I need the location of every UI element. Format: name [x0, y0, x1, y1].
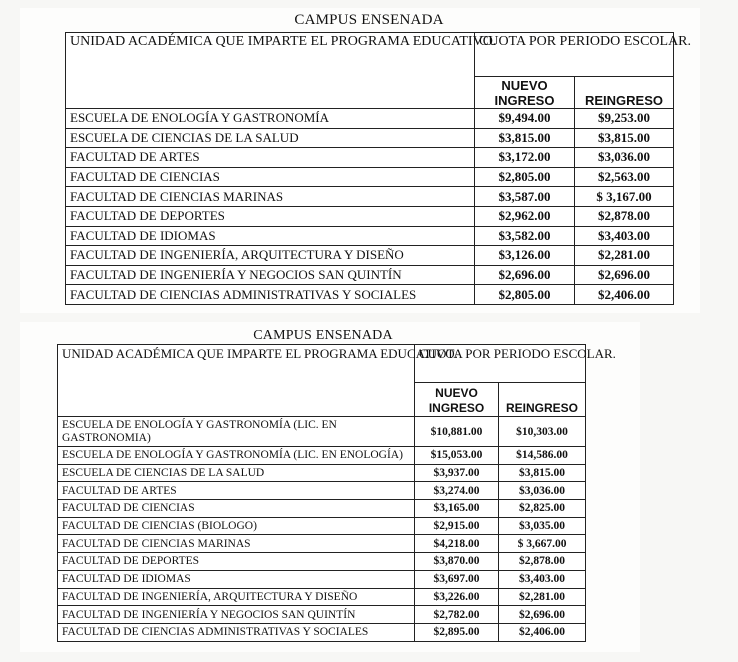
table-row — [66, 187, 674, 207]
table-row — [58, 464, 586, 482]
fee-period-header: CUOTA POR PERIODO ESCOLAR. — [415, 345, 586, 383]
academic-unit-name: FACULTAD DE DEPORTES — [58, 553, 415, 571]
new-enrollment-fee: $9,494.00 — [475, 109, 575, 129]
academic-unit-name: ESCUELA DE ENOLOGÍA Y GASTRONOMÍA (LIC. EN GASTRONOMIA) — [58, 417, 415, 447]
new-enrollment-fee: $3,870.00 — [415, 553, 499, 571]
table-row — [66, 109, 674, 129]
academic-unit-name: FACULTAD DE INGENIERÍA, ARQUITECTURA Y DISEÑO — [58, 588, 415, 606]
table-row — [58, 570, 586, 588]
table-row — [58, 588, 586, 606]
new-enrollment-fee: $3,126.00 — [475, 246, 575, 266]
reenrollment-fee: $2,878.00 — [575, 206, 674, 226]
reenrollment-fee: $3,403.00 — [499, 570, 586, 588]
reenrollment-fee: $3,035.00 — [499, 517, 586, 535]
new-enrollment-fee: $3,587.00 — [475, 187, 575, 207]
table-row — [66, 226, 674, 246]
reenrollment-fee: $9,253.00 — [575, 109, 674, 129]
new-enrollment-fee: $10,881.00 — [415, 417, 499, 447]
reenrollment-fee: $2,281.00 — [499, 588, 586, 606]
reenrollment-fee: $2,406.00 — [575, 285, 674, 305]
table-row — [58, 500, 586, 518]
table-row — [58, 447, 586, 465]
table-row — [58, 535, 586, 553]
reenrollment-fee: $ 3,667.00 — [499, 535, 586, 553]
fee-table-1 — [65, 32, 692, 305]
campus-title-1: CAMPUS ENSENADA — [294, 12, 444, 28]
academic-unit-name: FACULTAD DE CIENCIAS ADMINISTRATIVAS Y SOCIALES — [58, 623, 415, 641]
academic-unit-name: FACULTAD DE IDIOMAS — [58, 570, 415, 588]
reenrollment-fee: $3,815.00 — [499, 464, 586, 482]
reenrollment-header: REINGRESO — [575, 77, 674, 109]
reenrollment-fee: $10,303.00 — [499, 417, 586, 447]
reenrollment-fee: $14,586.00 — [499, 447, 586, 465]
reenrollment-fee: $2,563.00 — [575, 167, 674, 187]
academic-unit-name: ESCUELA DE ENOLOGÍA Y GASTRONOMÍA — [66, 109, 475, 129]
academic-unit-name: FACULTAD DE INGENIERÍA Y NEGOCIOS SAN QUINTÍN — [66, 265, 475, 285]
fee-period-header: CUOTA POR PERIODO ESCOLAR. — [475, 33, 674, 77]
fee-table-2-body — [58, 345, 616, 642]
header-row — [58, 345, 586, 383]
unit-header: UNIDAD ACADÉMICA QUE IMPARTE EL PROGRAMA EDUCATIVO. — [58, 345, 415, 417]
academic-unit-name: FACULTAD DE DEPORTES — [66, 206, 475, 226]
table-row — [66, 128, 674, 148]
new-enrollment-fee: $3,165.00 — [415, 500, 499, 518]
academic-unit-name: FACULTAD DE CIENCIAS (BIOLOGO) — [58, 517, 415, 535]
academic-unit-name: FACULTAD DE CIENCIAS ADMINISTRATIVAS Y SOCIALES — [66, 285, 475, 305]
academic-unit-name: FACULTAD DE CIENCIAS MARINAS — [66, 187, 475, 207]
table-row — [58, 482, 586, 500]
table-row — [58, 606, 586, 624]
table-row — [66, 167, 674, 187]
academic-unit-name: FACULTAD DE INGENIERÍA, ARQUITECTURA Y DISEÑO — [66, 246, 475, 266]
reenrollment-fee: $2,281.00 — [575, 246, 674, 266]
new-enrollment-fee: $3,582.00 — [475, 226, 575, 246]
reenrollment-fee: $2,878.00 — [499, 553, 586, 571]
reenrollment-fee: $2,696.00 — [499, 606, 586, 624]
new-enrollment-fee: $15,053.00 — [415, 447, 499, 465]
table-row — [66, 285, 674, 305]
reenrollment-fee: $3,403.00 — [575, 226, 674, 246]
new-enrollment-fee: $2,915.00 — [415, 517, 499, 535]
new-enrollment-fee: $4,218.00 — [415, 535, 499, 553]
reenrollment-fee: $2,825.00 — [499, 500, 586, 518]
new-enrollment-fee: $3,815.00 — [475, 128, 575, 148]
new-enrollment-fee: $3,274.00 — [415, 482, 499, 500]
table-row — [58, 517, 586, 535]
academic-unit-name: FACULTAD DE CIENCIAS — [58, 500, 415, 518]
table-row — [66, 246, 674, 266]
new-enrollment-fee: $3,172.00 — [475, 148, 575, 168]
fee-table-1-body — [66, 33, 692, 305]
fee-table-2 — [57, 344, 616, 642]
reenrollment-header: REINGRESO — [499, 383, 586, 417]
academic-unit-name: FACULTAD DE ARTES — [66, 148, 475, 168]
table-row — [58, 623, 586, 641]
new-enrollment-fee: $2,805.00 — [475, 167, 575, 187]
header-row — [66, 33, 674, 77]
academic-unit-name: FACULTAD DE INGENIERÍA Y NEGOCIOS SAN QUINTÍN — [58, 606, 415, 624]
table-row — [58, 553, 586, 571]
new-enrollment-fee: $3,937.00 — [415, 464, 499, 482]
reenrollment-fee: $3,036.00 — [499, 482, 586, 500]
reenrollment-fee: $ 3,167.00 — [575, 187, 674, 207]
new-enrollment-fee: $3,226.00 — [415, 588, 499, 606]
academic-unit-name: FACULTAD DE CIENCIAS MARINAS — [58, 535, 415, 553]
reenrollment-fee: $3,036.00 — [575, 148, 674, 168]
reenrollment-fee: $2,406.00 — [499, 623, 586, 641]
table-row — [58, 417, 586, 447]
new-enrollment-fee: $3,697.00 — [415, 570, 499, 588]
academic-unit-name: FACULTAD DE IDIOMAS — [66, 226, 475, 246]
new-enrollment-fee: $2,962.00 — [475, 206, 575, 226]
reenrollment-fee: $2,696.00 — [575, 265, 674, 285]
new-enrollment-header: NUEVO INGRESO — [475, 77, 575, 109]
campus-title-2: CAMPUS ENSENADA — [253, 328, 393, 343]
new-enrollment-header: NUEVO INGRESO — [415, 383, 499, 417]
table-row — [66, 206, 674, 226]
unit-header: UNIDAD ACADÉMICA QUE IMPARTE EL PROGRAMA EDUCATIVO. — [66, 33, 475, 109]
new-enrollment-fee: $2,805.00 — [475, 285, 575, 305]
academic-unit-name: ESCUELA DE ENOLOGÍA Y GASTRONOMÍA (LIC. EN ENOLOGÍA) — [58, 447, 415, 465]
academic-unit-name: ESCUELA DE CIENCIAS DE LA SALUD — [58, 464, 415, 482]
new-enrollment-fee: $2,895.00 — [415, 623, 499, 641]
table-row — [66, 148, 674, 168]
new-enrollment-fee: $2,696.00 — [475, 265, 575, 285]
new-enrollment-fee: $2,782.00 — [415, 606, 499, 624]
academic-unit-name: FACULTAD DE ARTES — [58, 482, 415, 500]
reenrollment-fee: $3,815.00 — [575, 128, 674, 148]
academic-unit-name: ESCUELA DE CIENCIAS DE LA SALUD — [66, 128, 475, 148]
table-row — [66, 265, 674, 285]
academic-unit-name: FACULTAD DE CIENCIAS — [66, 167, 475, 187]
